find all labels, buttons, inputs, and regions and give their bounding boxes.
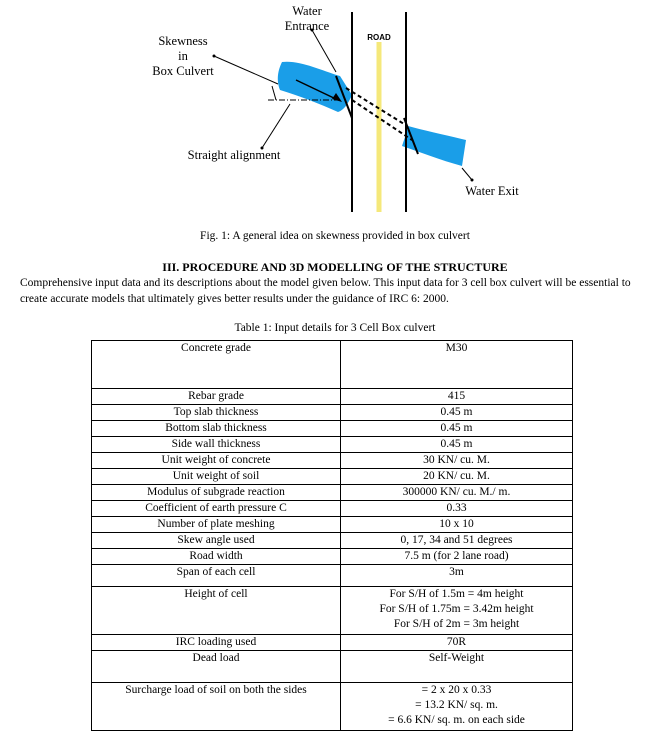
table-row bbox=[92, 651, 573, 683]
parameter-cell: Road width bbox=[92, 549, 341, 565]
parameter-cell: Skew angle used bbox=[92, 533, 341, 549]
parameter-cell: Bottom slab thickness bbox=[92, 421, 341, 437]
table-row bbox=[92, 565, 573, 587]
parameter-cell: Dead load bbox=[92, 651, 341, 683]
parameter-cell: Modulus of subgrade reaction bbox=[92, 485, 341, 501]
value-cell bbox=[341, 683, 573, 731]
value-line: 10 x 10 bbox=[439, 518, 474, 530]
table-row bbox=[92, 501, 573, 517]
value-cell bbox=[341, 469, 573, 485]
value-line: For S/H of 1.5m = 4m height bbox=[389, 588, 524, 600]
water-exit-label: Water Exit bbox=[465, 184, 519, 198]
value-line: 0.45 m bbox=[440, 422, 473, 434]
parameter-cell: Unit weight of concrete bbox=[92, 453, 341, 469]
value-cell bbox=[341, 549, 573, 565]
value-cell bbox=[341, 341, 573, 389]
value-cell bbox=[341, 533, 573, 549]
table-row bbox=[92, 683, 573, 731]
table-row bbox=[92, 469, 573, 485]
value-line: 300000 KN/ cu. M./ m. bbox=[402, 486, 511, 498]
value-cell bbox=[341, 405, 573, 421]
input-details-table bbox=[91, 340, 573, 731]
value-cell bbox=[341, 587, 573, 635]
value-line: For S/H of 2m = 3m height bbox=[393, 618, 520, 630]
table-row bbox=[92, 437, 573, 453]
value-line: 7.5 m (for 2 lane road) bbox=[404, 550, 509, 562]
table-row bbox=[92, 341, 573, 389]
table-row bbox=[92, 533, 573, 549]
value-line: 20 KN/ cu. M. bbox=[423, 470, 490, 482]
value-line: 0.45 m bbox=[440, 438, 473, 450]
skewness-figure bbox=[0, 0, 670, 220]
road-label: ROAD bbox=[367, 33, 391, 42]
value-line: 70R bbox=[446, 636, 467, 648]
value-cell bbox=[341, 485, 573, 501]
value-cell bbox=[341, 501, 573, 517]
table-row bbox=[92, 421, 573, 437]
value-line: = 2 x 20 x 0.33 bbox=[421, 684, 492, 696]
value-line: = 13.2 KN/ sq. m. bbox=[415, 699, 498, 711]
parameter-cell: Number of plate meshing bbox=[92, 517, 341, 533]
value-cell bbox=[341, 635, 573, 651]
parameter-cell: Side wall thickness bbox=[92, 437, 341, 453]
value-line: 415 bbox=[447, 390, 466, 402]
value-line: 30 KN/ cu. M. bbox=[423, 454, 490, 466]
value-cell bbox=[341, 565, 573, 587]
value-cell bbox=[341, 421, 573, 437]
table-row bbox=[92, 517, 573, 533]
parameter-cell: Rebar grade bbox=[92, 389, 341, 405]
table-row bbox=[92, 635, 573, 651]
value-line: For S/H of 1.75m = 3.42m height bbox=[379, 603, 534, 615]
value-cell bbox=[341, 651, 573, 683]
value-line: Self-Weight bbox=[428, 652, 485, 664]
parameter-cell: Surcharge load of soil on both the sides bbox=[92, 683, 341, 731]
culvert-diagram bbox=[0, 0, 670, 220]
value-line: 3m bbox=[449, 566, 464, 578]
section-paragraph: Comprehensive input data and its descriptions about the model given below. This input data for 3 cell box culvert will be essential to create accurate models that ultimately gives better results under the guidance of IRC 6: 2000. bbox=[20, 277, 631, 305]
table-row bbox=[92, 389, 573, 405]
parameter-cell: Concrete grade bbox=[92, 341, 341, 389]
skewness-label: Skewness in Box Culvert bbox=[152, 34, 214, 78]
value-line: 0.45 m bbox=[440, 406, 473, 418]
value-cell bbox=[341, 517, 573, 533]
table-caption: Table 1: Input details for 3 Cell Box culvert bbox=[234, 322, 436, 334]
table-row bbox=[92, 453, 573, 469]
parameter-cell: Span of each cell bbox=[92, 565, 341, 587]
table-row bbox=[92, 587, 573, 635]
figure-caption: Fig. 1: A general idea on skewness provided in box culvert bbox=[200, 230, 470, 242]
value-cell bbox=[341, 453, 573, 469]
parameter-cell: Coefficient of earth pressure C bbox=[92, 501, 341, 517]
value-line: M30 bbox=[445, 342, 468, 354]
water-exit-stream bbox=[402, 126, 466, 166]
value-cell bbox=[341, 437, 573, 453]
value-line: = 6.6 KN/ sq. m. on each side bbox=[388, 714, 525, 726]
table-row bbox=[92, 549, 573, 565]
parameter-cell: Top slab thickness bbox=[92, 405, 341, 421]
parameter-cell: IRC loading used bbox=[92, 635, 341, 651]
value-line: 0.33 bbox=[446, 502, 467, 514]
parameter-cell: Height of cell bbox=[92, 587, 341, 635]
water-entrance-label: Water Entrance bbox=[284, 4, 330, 33]
parameter-cell: Unit weight of soil bbox=[92, 469, 341, 485]
table-row bbox=[92, 405, 573, 421]
value-cell bbox=[341, 389, 573, 405]
table-row bbox=[92, 485, 573, 501]
section-heading: III. PROCEDURE AND 3D MODELLING OF THE STRUCTURE bbox=[162, 260, 508, 274]
straight-alignment-label: Straight alignment bbox=[187, 148, 281, 162]
value-line: 0, 17, 34 and 51 degrees bbox=[400, 534, 513, 546]
